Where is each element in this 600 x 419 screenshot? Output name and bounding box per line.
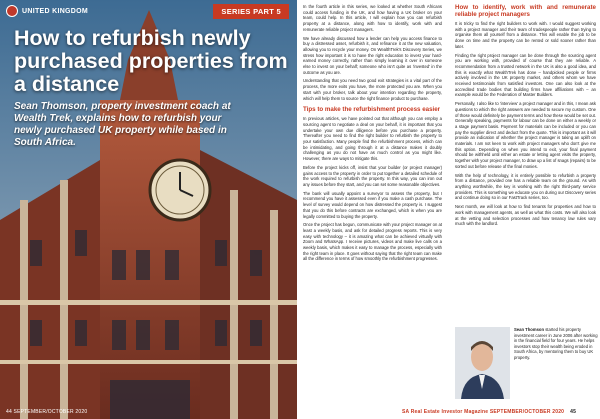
article-title: How to refurbish newly purchased properties from a distance — [14, 26, 288, 96]
country-label: UNITED KINGDOM — [22, 7, 89, 15]
paragraph: With the help of technology, it is entirely possible to refurbish a property from a distance, provided one has a reliable team on the ground. As with anything worthwhile, the key is working with the right third-party service providers. This is something we educate you on during our Discovery series and continue doing so in our FastTrack series, too. — [455, 172, 596, 201]
paragraph: In the fourth article in this series, we looked at whether South Africans could access funding in the UK, and how having a UK broker on your team, could help. In this article, I will explain how you can refurbish property at a distance, along with how to identify, work with and remunerate reliable project managers. — [303, 4, 442, 32]
series-badge: SERIES PART 5 — [213, 4, 289, 19]
paragraph: Finding the right project manager can be done through the sourcing agent you are working with, provided of course that they are reliable. A recommendation from a trusted network in the UK is also a good idea, and this is exactly what WealthTrek has done – handpicked people or firms actively involved in the UK property market, and others whom we have received testimonials from satisfied investors. One can also look at the accredited trade bodies that building firms have affiliations with – an example would be the Federation of Master Builders. — [455, 52, 596, 98]
footer-magazine: SA Real Estate Investor Magazine SEPTEMBER/OCTOBER 2020 — [402, 409, 565, 415]
paragraph: Once the project has begun, communicate with your project manager on at least a weekly basis, and ask for detailed progress reports. This is very easy with technology – it is amazing what can be achieved virtually with Zoom and WhatsApp. I receive pictures, videos and make live calls on a weekly basis, which makes it easy to manage the process, especially with the right team in place. It goes without saying that the right team can make all the difference in terms of how smoothly the refurbishment progresses. — [303, 222, 442, 262]
left-footer: 44 SEPTEMBER/OCTOBER 2020 — [6, 409, 88, 415]
author-name: Sean Thomson — [514, 327, 545, 332]
paragraph: Next month, we will look at how to find tenants for properties and how to work with management agents, as well as what this costs. We will also look at the vetting and selection processes and how tenancy law rules vary much with the landlord. — [455, 204, 596, 227]
page-number: 45 — [570, 409, 577, 415]
paragraph: We have already discussed how a lender can help you access finance to buy a distressed asset, refurbish it, and refinance it at the new valuation, allowing you to recycle your money. On WealthTrek's Discovery Series, we stress how important it is to have the right education to invest your hard-earned money correctly, rather than simply learning it over in someone else to invest on your behalf; someone who isn't quite as 'invested' in the outcome as you are. — [303, 35, 442, 75]
author-box — [455, 327, 598, 405]
article-subtitle: Sean Thomson, property investment coach at Wealth Trek, explains how to refurbish your newly purchased UK property while based in South Africa. — [14, 101, 231, 148]
column-1 — [303, 4, 442, 402]
left-page — [0, 0, 297, 419]
paragraph: Before the project kicks off, insist that your builder (or project manager) gains access to the property in order to put together a detailed schedule of the work required to refurbish the property. In this way, you can iron out any issues before they start, and you can set some reasonable objectives. — [303, 164, 442, 187]
paragraph: It is tricky to find the right builders to work with. I would suggest working with a project manager and their team of tradespeople rather than trying to organise them all yourself from a distance. This will enable the job to be done on time and the property can be rented or sold sooner rather than later. — [455, 21, 596, 49]
paragraph: In previous articles, we have pointed out that although you can employ a sourcing agent to negotiate a deal on your behalf, it is important that you undertake your own due diligence before you purchase a property. Thereafter you need to find the right builder to refurbish the property to your satisfaction. Many people find the refurbishment process, which can be intimidating, and going through it at a distance makes it doubly challenging as you do not have as much control as you might like. However, there are ways to mitigate this. — [303, 116, 442, 162]
paragraph: Understanding that you need two good exit strategies is a vital part of the process, the more exits you have, the more protected you are. When you start with your broker, talk about your intention regarding the property, which will help them to source the right finance product to purchase. — [303, 78, 442, 101]
paragraph: The bank will usually appoint a surveyor to assess the property, but I recommend you have it assessed even if you make a cash purchase. The level of survey would depend on how distressed the property is. I suggest that you do this before contracts are exchanged, which is when you are legally committed to buying the property. — [303, 190, 442, 219]
author-bio-text: started his property investment career in June 2006 after working in the financial field for four years. He helps investors stop their wealth being eroded in South Africa, by mentoring them to buy UK property. — [514, 327, 598, 360]
section-heading: How to identify, work with and remunerate reliable project managers — [455, 4, 596, 18]
section-heading: Tips to make the refurbishment process easier — [303, 106, 441, 114]
author-bio — [514, 327, 598, 360]
author-photo — [455, 327, 510, 399]
right-footer — [402, 409, 576, 415]
uk-flag-icon — [6, 5, 18, 17]
country-tag — [6, 5, 88, 17]
column-2 — [455, 4, 596, 329]
paragraph: Personally, I also like to 'interview' a project manager and in this, I mean ask questions to which the right answers are needed to secure my custom. One of those would definitely be payment terms and how these would be set out. Generally speaking, payments for labour can be done on either a weekly or a stage payment basis. Payment for materials can be included or you can pay the supplier direct and deduct from the quote. This is important as it will provide an indication of whether the project manager is taking an uplift on materials. I am not keen to work with project managers who don't give me this option. Depending on when you intend to exit, your final payment should be withheld until either an estate or letting agent visits the property, together with your project manager, to draw up a list of snags (repairs) to be sorted out before release of the final monies. — [455, 101, 596, 169]
